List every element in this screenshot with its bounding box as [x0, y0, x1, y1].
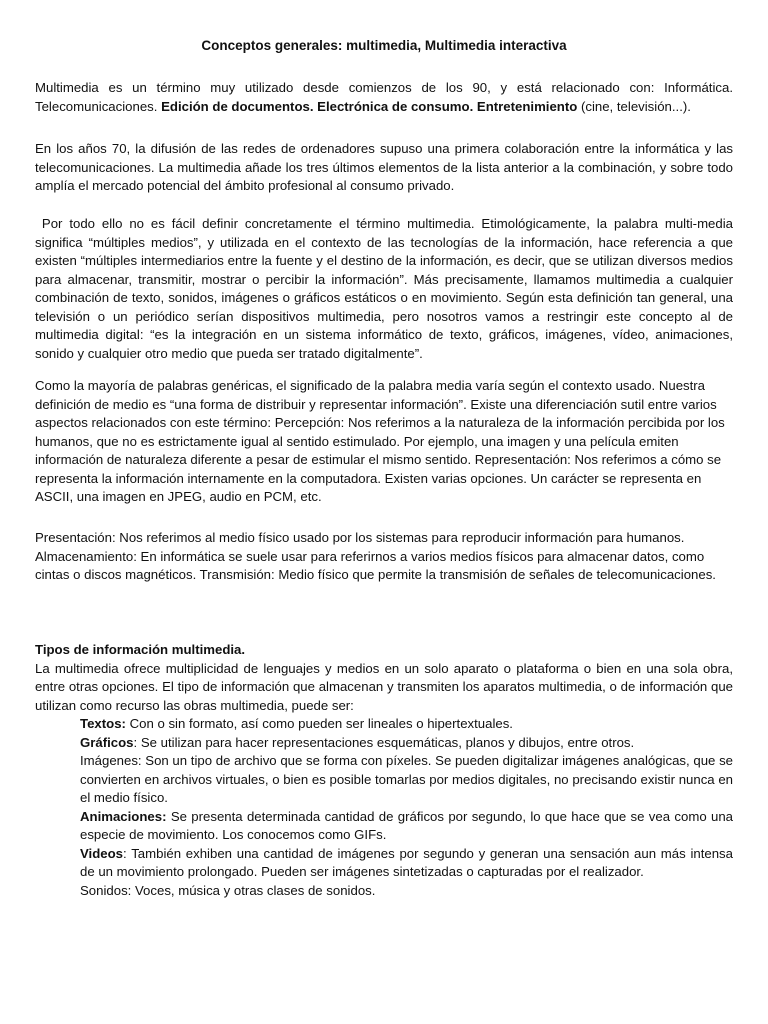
- document-title: Conceptos generales: multimedia, Multimedia interactiva: [201, 38, 567, 53]
- list-item: [80, 752, 733, 808]
- list-item: [80, 715, 733, 734]
- list-item-text: Se presenta determinada cantidad de gráficos por segundo, lo que hace que se vea como una especie de movimiento. Los conocemos como GIFs.: [80, 808, 733, 842]
- list-item-text: : También exhiben una cantidad de imágenes por segundo y generan una sensación aun más intensa de un movimiento prolongado. Pueden ser imágenes sintetizadas o capturadas por el realizador.: [80, 845, 733, 879]
- list-item-term: Gráficos: [80, 734, 134, 750]
- list-item-text: : Se utilizan para hacer representaciones esquemáticas, planos y dibujos, entre otros.: [133, 734, 635, 750]
- list-item-text: Imágenes: Son un tipo de archivo que se forma con píxeles. Se pueden digitalizar imágenes analógicas, que se convierten en archivos virtuales, o bien es posible tomarlas por medios digitales, no precisando existir nunca en el medio físico.: [80, 753, 733, 805]
- list-item: [80, 734, 733, 753]
- section-heading: Tipos de información multimedia.: [35, 642, 246, 657]
- paragraph-intro-tail: (cine, televisión...).: [577, 98, 691, 114]
- paragraph-intro-text: Multimedia es un término muy utilizado desde comienzos de los 90, y está relacionado con: Informática. Telecomunicaciones.: [35, 80, 733, 114]
- list-item-term: Animaciones:: [80, 808, 167, 824]
- list-item: [80, 845, 733, 882]
- list-item: [80, 882, 733, 901]
- list-item-text: Con o sin formato, así como pueden ser lineales o hipertextuales.: [125, 716, 513, 731]
- paragraph-intro: [35, 79, 733, 116]
- list-item-term: Textos:: [80, 716, 126, 731]
- list-item: [80, 808, 733, 845]
- paragraph-history: En los años 70, la difusión de las redes de ordenadores supuso una primera colaboración entre la informática y las telecomunicaciones. La multimedia añade los tres últimos elementos de la lista anterior a la combinación, y sobre todo amplía el mercado potencial del ámbito profesional al consumo privado.: [35, 141, 733, 193]
- paragraph-definition: Por todo ello no es fácil definir concretamente el término multimedia. Etimológicamente, la palabra multi-media significa “múltiples medios”, y utilizada en el contexto de las tecnologías de la información, hace referencia a que existen “múltiples intermediarios entre la fuente y el destino de la información, es decir, que se utilizan diversos medios para almacenar, transmitir, mostrar o percibir la información”. Más precisamente, llamamos multimedia a cualquier combinación de texto, sonidos, imágenes o gráficos estáticos o en movimiento. Según esta definición tan general, una televisión o un periódico serían dispositivos multimedia, pero nosotros vamos a restringir este concepto al de multimedia digital: “es la integración en un sistema informático de texto, gráficos, imágenes, vídeo, animaciones, sonido y cualquier otro medio que pueda ser tratado digitalmente”.: [35, 216, 737, 361]
- list-item-text: Sonidos: Voces, música y otras clases de sonidos.: [80, 882, 376, 898]
- section-multimedia-types: [35, 641, 733, 900]
- paragraph-media-meaning: Como la mayoría de palabras genéricas, el significado de la palabra media varía según el contexto usado. Nuestra definición de medio es “una forma de distribuir y representar información”. Existe una diferenciación sutil entre varios aspectos relacionados con este término: Percepción: Nos referimos a la naturaleza de la información percibida por los humanos, que no es estrictamente igual al sentido estimulado. Por ejemplo, una imagen y una película emiten información de naturaleza diferente a pesar de estimular el mismo sentido. Representación: Nos referimos a cómo se representa la información internamente en la computadora. Existen varias opciones. Un carácter se representa en ASCII, una imagen en JPEG, audio en PCM, etc.: [35, 378, 725, 504]
- media-type-list: [35, 715, 733, 900]
- section-intro: La multimedia ofrece multiplicidad de lenguajes y medios en un solo aparato o plataforma o bien en una sola obra, entre otras opciones. El tipo de información que almacenan y transmiten los aparatos multimedia, o de información que utilizan como recurso las obras multimedia, puede ser:: [35, 660, 733, 713]
- paragraph-intro-bold: Edición de documentos. Electrónica de consumo. Entretenimiento: [161, 98, 578, 114]
- paragraph-presentation: Presentación: Nos referimos al medio físico usado por los sistemas para reproducir información para humanos. Almacenamiento: En informática se suele usar para referirnos a varios medios físicos para almacenar datos, como cintas o discos magnéticos. Transmisión: Medio físico que permite la transmisión de señales de telecomunicaciones.: [35, 530, 716, 582]
- list-item-term: Videos: [80, 845, 124, 861]
